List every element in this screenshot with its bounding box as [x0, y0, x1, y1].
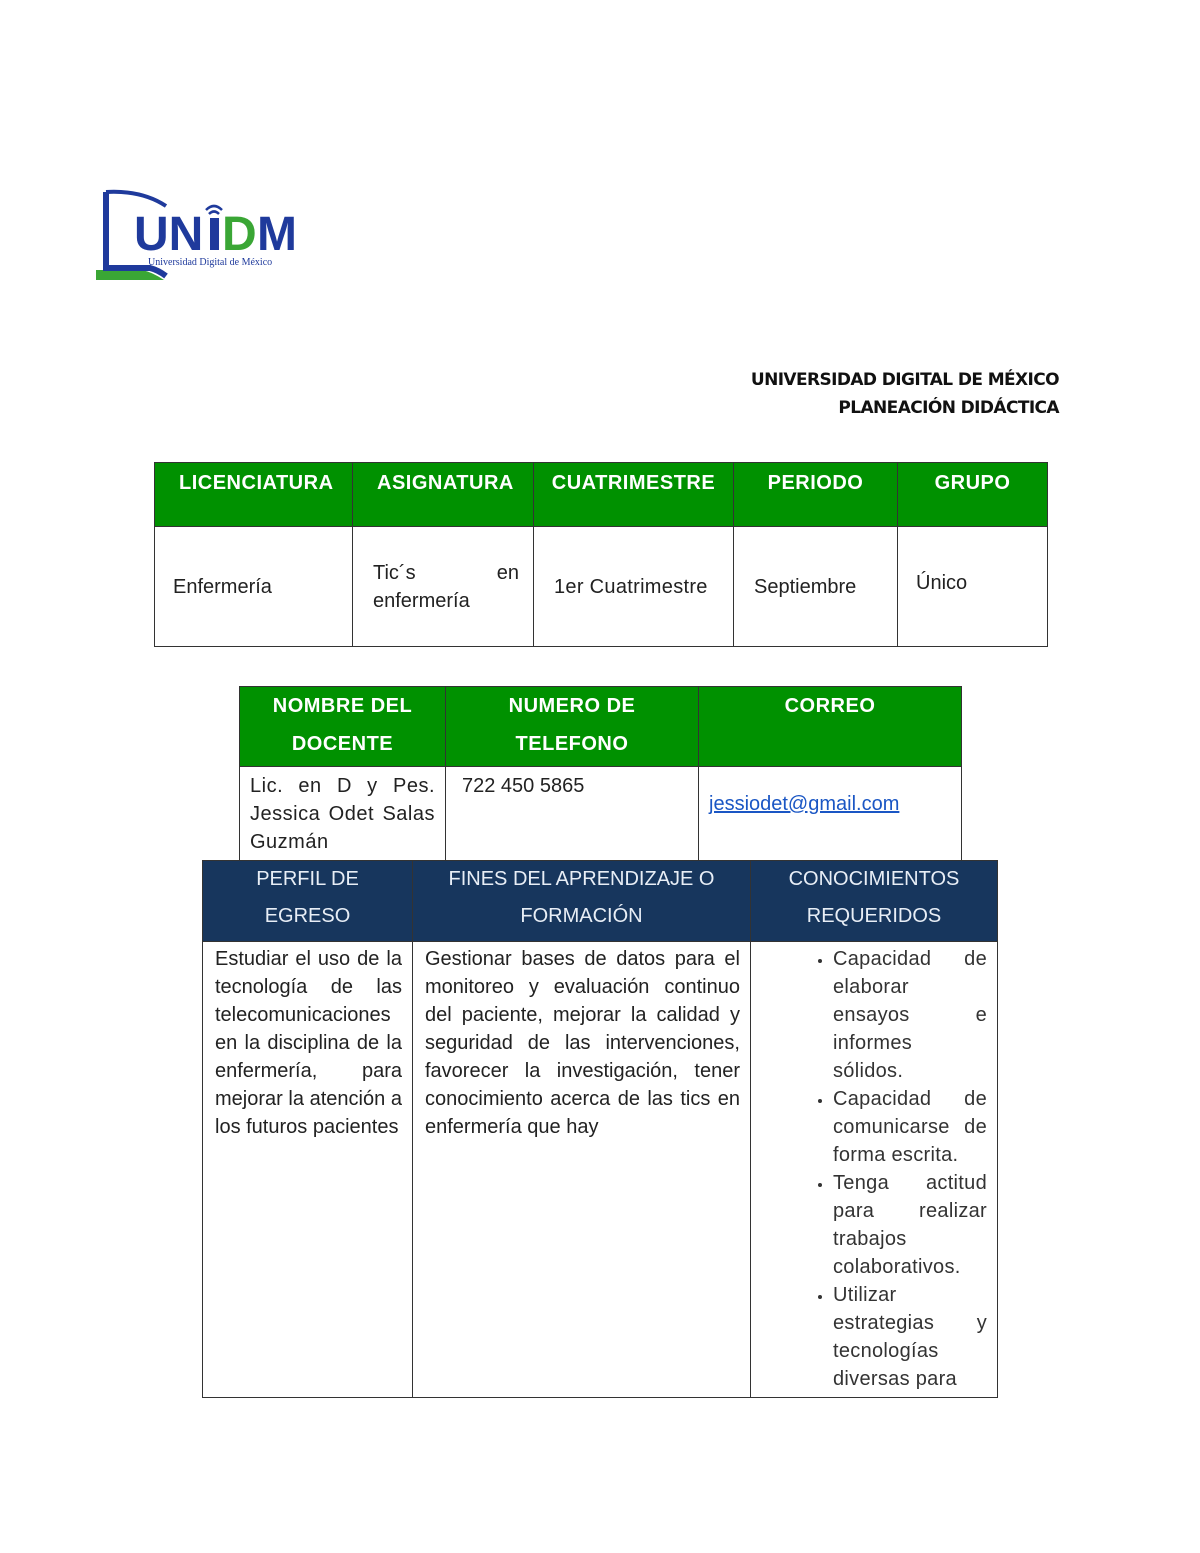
- list-item: • Tenga actitud para realizar trabajos colaborativos.: [833, 1169, 987, 1281]
- conocimientos-list: [753, 945, 987, 1393]
- svg-text:UN: UN: [134, 208, 204, 261]
- value-grupo: Único: [897, 526, 1048, 647]
- fines-aprendizaje-text: Gestionar bases de datos para el monitoreo y evaluación continuo del paciente, mejorar la calidad y seguridad de las intervenciones, favorecer la investigación, tener conocimiento acerca de las tics en enfermería que hay: [412, 941, 751, 1398]
- header-licenciatura: LICENCIATURA: [154, 462, 353, 527]
- value-asignatura: Tic´s en enfermería: [352, 526, 534, 647]
- header-periodo: PERIODO: [733, 462, 898, 527]
- svg-text:Universidad Digital de México: Universidad Digital de México: [148, 257, 273, 268]
- email-link[interactable]: jessiodet@gmail.com: [709, 793, 900, 815]
- header-conocimientos: CONOCIMIENTOS REQUERIDOS: [750, 860, 998, 942]
- header-nombre-docente: NOMBRE DEL DOCENTE: [239, 686, 446, 767]
- svg-text:D: D: [222, 208, 257, 261]
- value-correo: [698, 766, 962, 861]
- perfil-egreso-text: Estudiar el uso de la tecnología de las telecomunicaciones en la disciplina de la enfermería, para mejorar la atención a los futuros pacientes: [202, 941, 413, 1398]
- value-licenciatura: Enfermería: [154, 526, 353, 647]
- header-grupo: GRUPO: [897, 462, 1048, 527]
- svg-text:M: M: [257, 208, 297, 261]
- conocimientos-list-cell: [750, 941, 998, 1398]
- header-cuatrimestre: CUATRIMESTRE: [533, 462, 734, 527]
- value-nombre-docente: Lic. en D y Pes. Jessica Odet Salas Guzmán: [239, 766, 446, 861]
- list-item: • Capacidad de elaborar ensayos e informes sólidos.: [833, 945, 987, 1085]
- value-periodo: Septiembre: [733, 526, 898, 647]
- unidm-logo: [92, 188, 312, 284]
- header-correo: CORREO: [698, 686, 962, 767]
- list-item: • Capacidad de comunicarse de forma escrita.: [833, 1085, 987, 1169]
- university-title: UNIVERSIDAD DIGITAL DE MÉXICO: [750, 370, 1059, 390]
- header-telefono: NUMERO DE TELEFONO: [445, 686, 699, 767]
- value-telefono: 722 450 5865: [445, 766, 699, 861]
- list-item: • Utilizar estrategias y tecnologías diversas para: [833, 1281, 987, 1393]
- header-perfil-egreso: PERFIL DE EGRESO: [202, 860, 413, 942]
- document-title: PLANEACIÓN DIDÁCTICA: [838, 398, 1059, 418]
- header-asignatura: ASIGNATURA: [352, 462, 534, 527]
- value-cuatrimestre: 1er Cuatrimestre: [533, 526, 734, 647]
- header-fines-aprendizaje: FINES DEL APRENDIZAJE O FORMACIÓN: [412, 860, 751, 942]
